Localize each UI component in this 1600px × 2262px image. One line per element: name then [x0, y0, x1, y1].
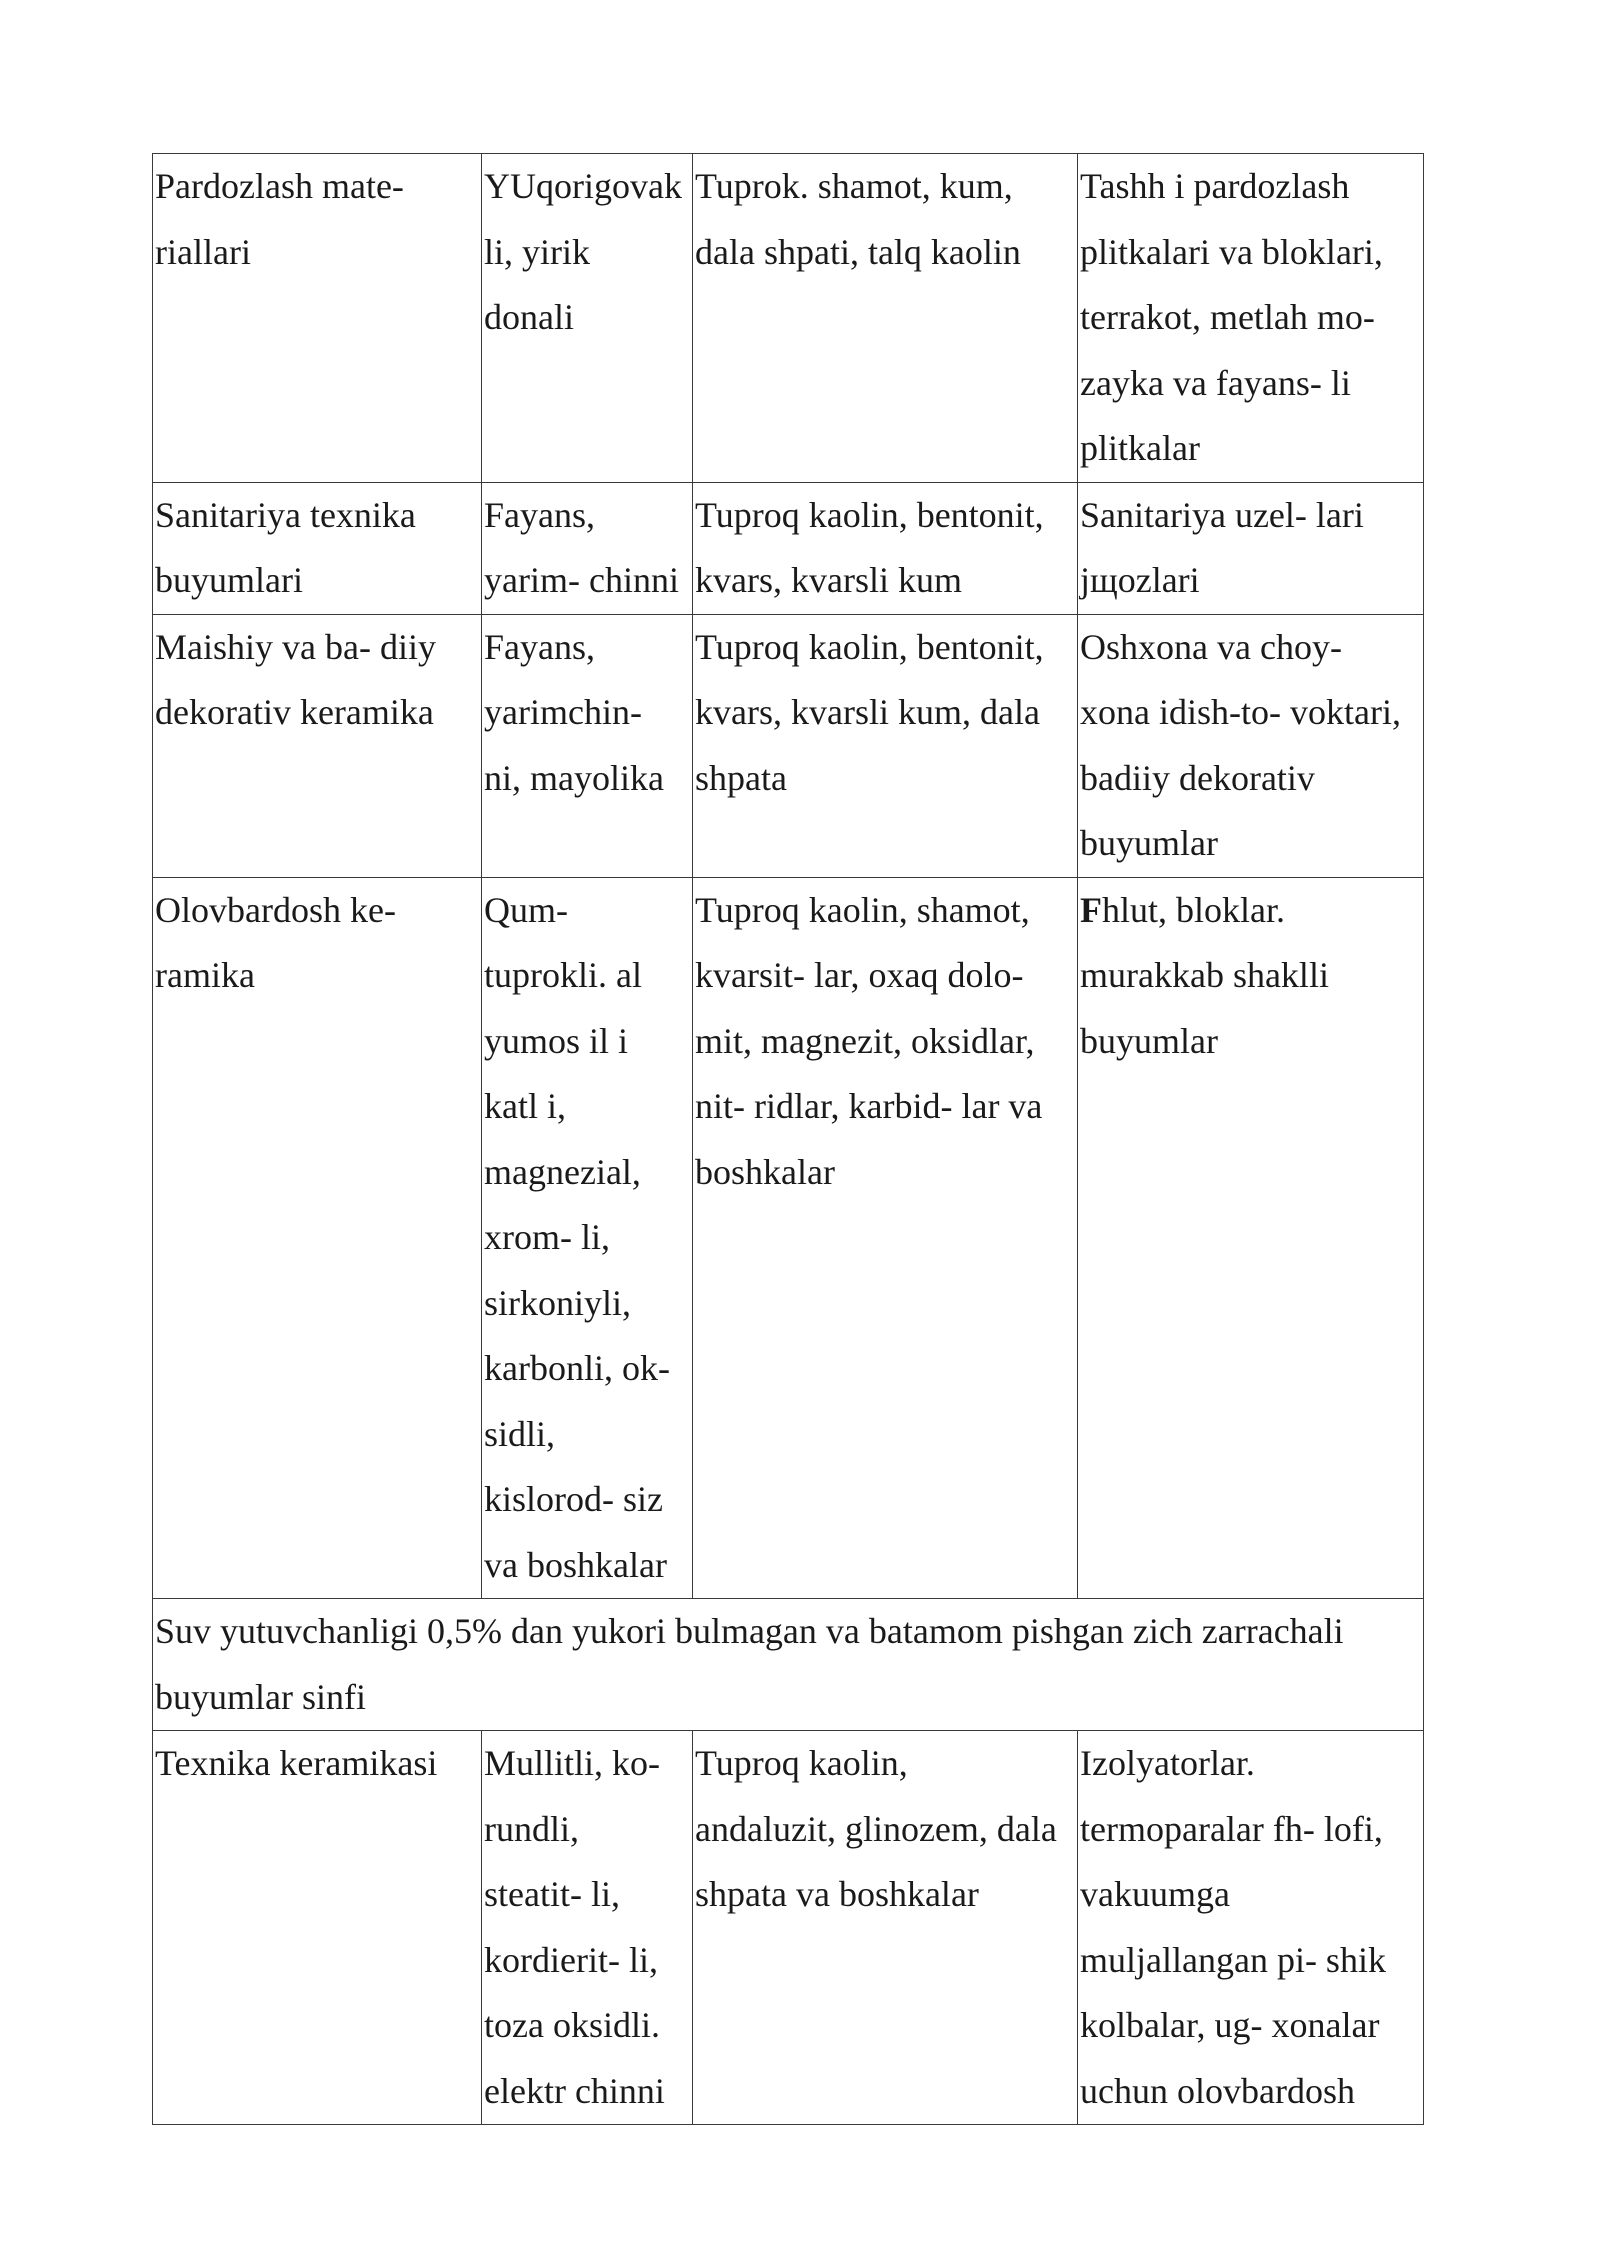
table-cell-ceramic-type: Mullitli, ko- rundli, steatit- li, kordierit- li, toza oksidli. elektr chinni: [482, 1731, 693, 2125]
table-cell-product-group: Sanitariya texnika buyumlari: [153, 482, 482, 614]
table-cell-product-group: Pardozlash mate- riallari: [153, 154, 482, 483]
table-cell-products: Tashh i pardozlash plitkalari va bloklari, terrakot, metlah mo- zayka va fayans- li plitkalar: [1078, 154, 1424, 483]
table-cell-raw-materials: Tuprok. shamot, kum, dala shpati, talq kaolin: [693, 154, 1078, 483]
cell-text-rest: hlut, bloklar. murakkab shaklli buyumlar: [1080, 889, 1329, 1061]
table-cell-ceramic-type: YUqorigovak li, yirik donali: [482, 154, 693, 483]
table-row-section: [153, 1599, 1424, 1731]
bold-initial-letter: F: [1080, 889, 1102, 930]
table-cell-products: Oshxona va choy- xona idish-to- voktari, badiiy dekorativ buyumlar: [1078, 614, 1424, 877]
table-row: [153, 877, 1424, 1599]
table-cell-product-group: Maishiy va ba- diiy dekorativ keramika: [153, 614, 482, 877]
table-cell-raw-materials: Tuproq kaolin, andaluzit, glinozem, dala shpata va boshkalar: [693, 1731, 1078, 2125]
table-cell-raw-materials: Tuproq kaolin, bentonit, kvars, kvarsli kum, dala shpata: [693, 614, 1078, 877]
table-cell-products: Izolyatorlar. termoparalar fh- lofi, vakuumga muljallangan pi- shik kolbalar, ug- xonalar uchun olovbardosh: [1078, 1731, 1424, 2125]
table-cell-product-group: Texnika keramikasi: [153, 1731, 482, 2125]
table-row: [153, 482, 1424, 614]
table-cell-ceramic-type: Fayans, yarimchin- ni, mayolika: [482, 614, 693, 877]
table-section-heading: Suv yutuvchanligi 0,5% dan yukori bulmagan va batamom pishgan zich zarrachali buyumlar sinfi: [153, 1599, 1424, 1731]
ceramics-classification-table: [152, 153, 1424, 2125]
table-cell-products: [1078, 877, 1424, 1599]
table-cell-raw-materials: Tuproq kaolin, shamot, kvarsit- lar, oxaq dolo- mit, magnezit, oksidlar, nit- ridlar, karbid- lar va boshkalar: [693, 877, 1078, 1599]
table-cell-product-group: Olovbardosh ke- ramika: [153, 877, 482, 1599]
table-cell-raw-materials: Tuproq kaolin, bentonit, kvars, kvarsli kum: [693, 482, 1078, 614]
table-cell-ceramic-type: Fayans, yarim- chinni: [482, 482, 693, 614]
table-cell-products: Sanitariya uzel- lari јщozlari: [1078, 482, 1424, 614]
table-row: [153, 614, 1424, 877]
table-row: [153, 1731, 1424, 2125]
table-cell-ceramic-type: Qum- tuprokli. al yumos il i katl i, magnezial, xrom- li, sirkoniyli, karbonli, ok- sidli, kislorod- siz va boshkalar: [482, 877, 693, 1599]
table-row: [153, 154, 1424, 483]
